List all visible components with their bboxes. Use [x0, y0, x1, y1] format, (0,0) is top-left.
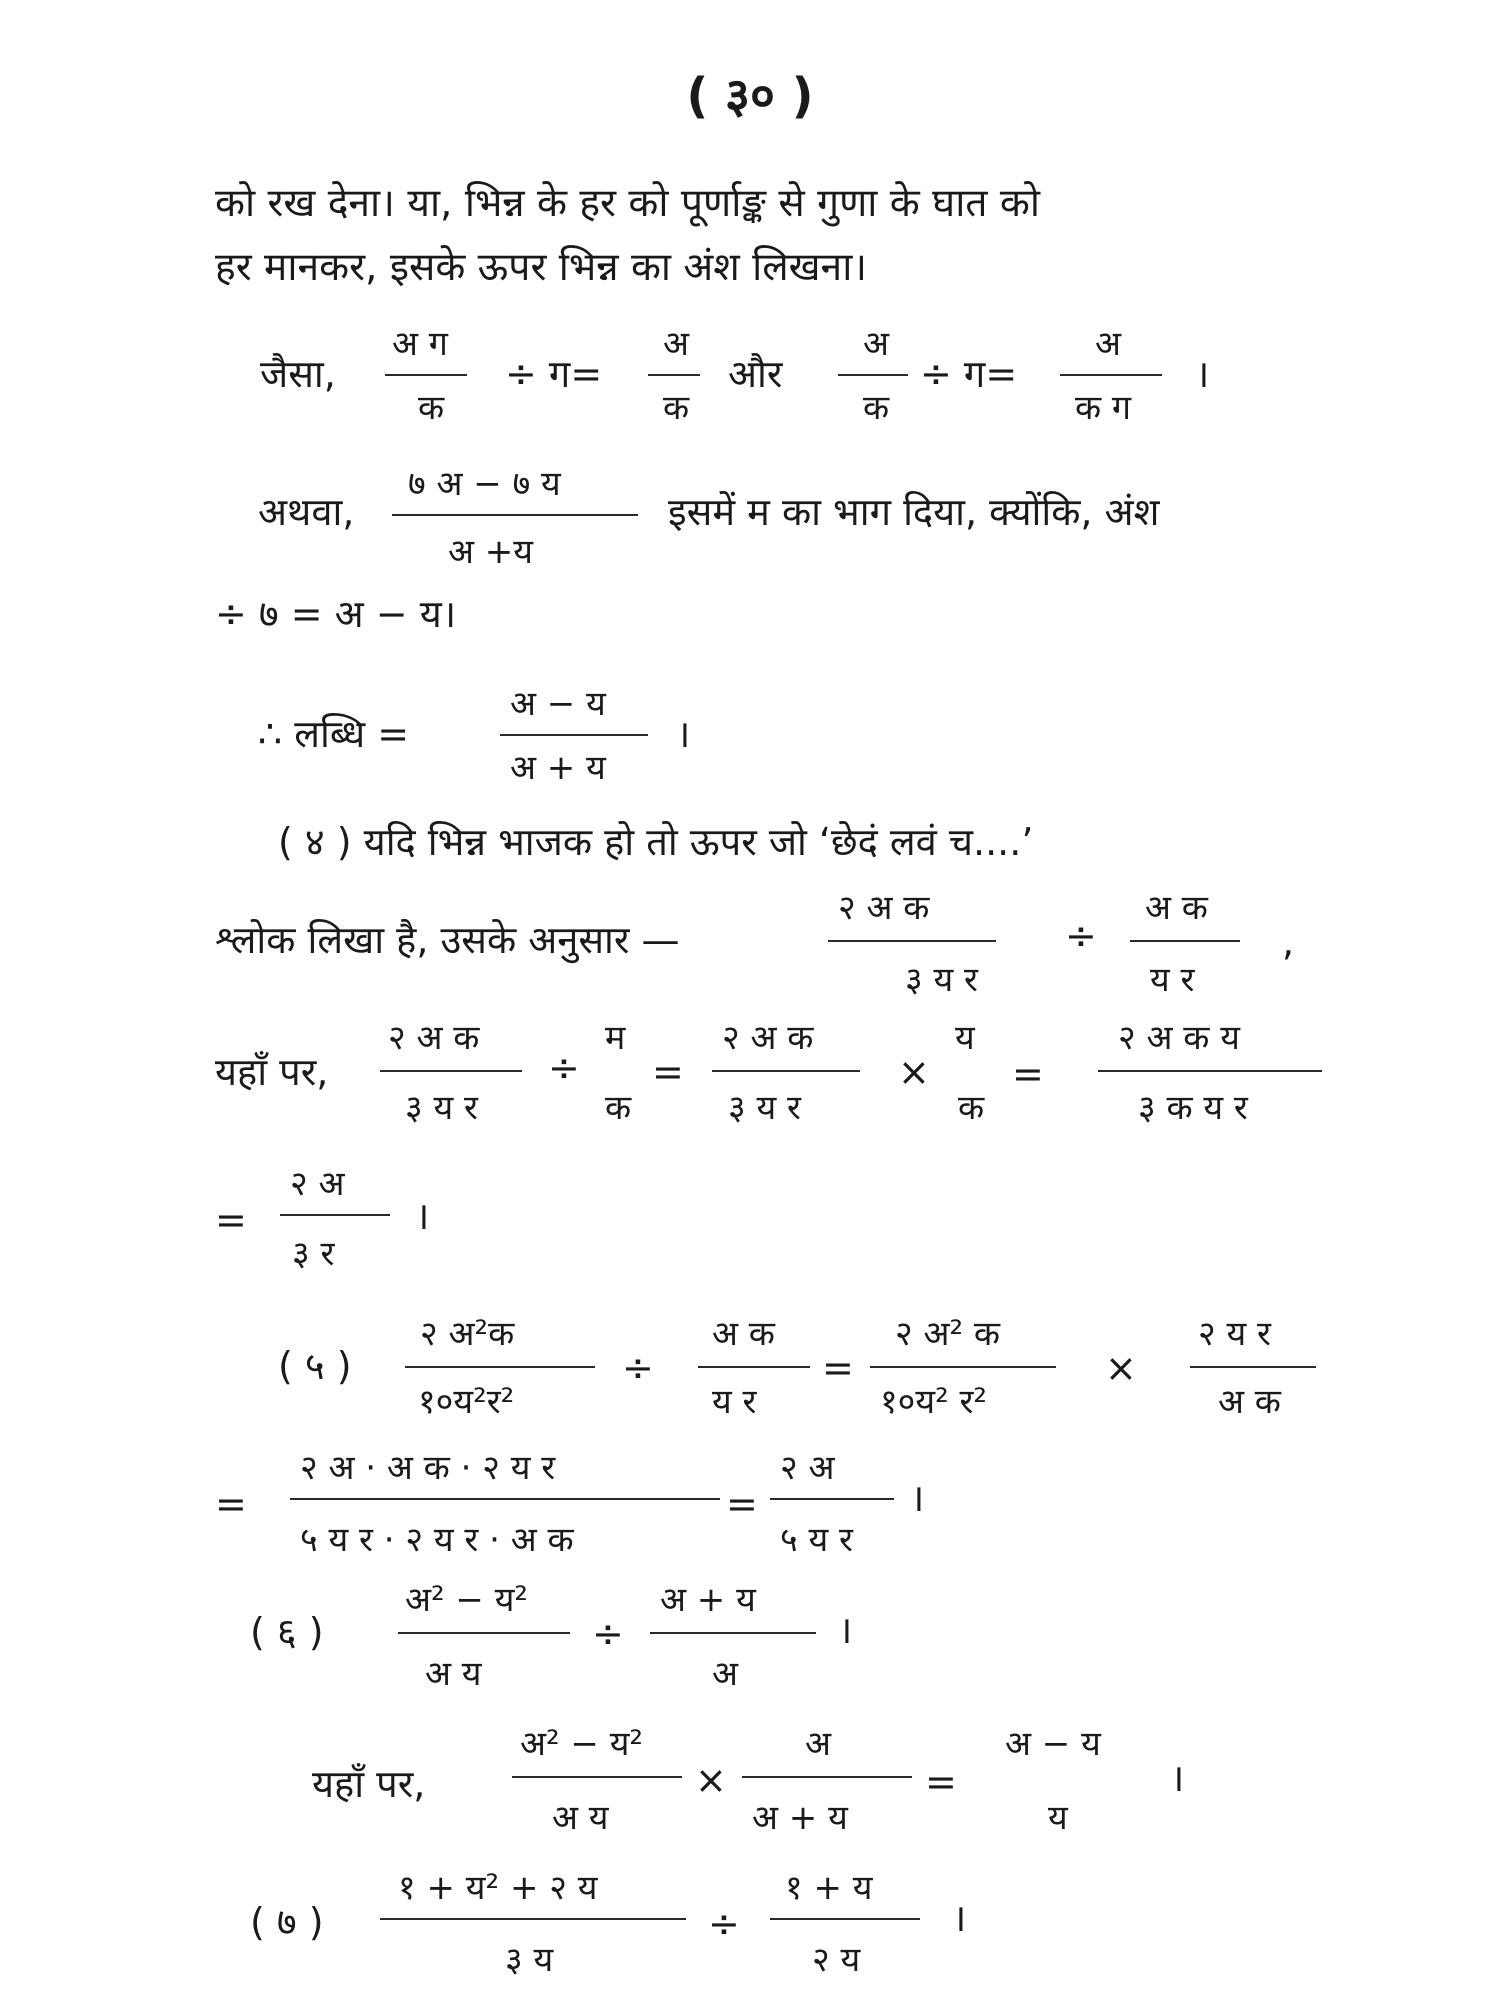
equals: = — [822, 1346, 854, 1390]
fraction-denominator: ३ र — [292, 1234, 335, 1274]
fraction-numerator: अ — [805, 1724, 831, 1764]
fraction-denominator: १०य²र² — [418, 1382, 515, 1422]
fraction-denominator: ३ य र — [728, 1088, 801, 1128]
operator: × — [695, 1758, 727, 1802]
item-label: ( ५ ) — [278, 1344, 352, 1388]
operator: ÷ ग= — [505, 352, 603, 396]
fraction-denominator: १०य² र² — [880, 1382, 988, 1422]
fraction-bar — [742, 1776, 912, 1778]
comma: , — [1282, 920, 1295, 964]
fraction-numerator: अ — [1095, 324, 1121, 364]
operator: × — [898, 1050, 930, 1094]
fraction-denominator: क — [958, 1088, 985, 1128]
fraction-numerator: २ अ क — [388, 1018, 480, 1058]
fraction-denominator: अ य — [552, 1798, 609, 1838]
danda: । — [952, 1896, 967, 1940]
fraction-numerator: २ अ — [290, 1164, 345, 1204]
example-text: इसमें म का भाग दिया, क्योंकि, अंश — [668, 490, 1160, 534]
fraction-bar — [500, 734, 648, 736]
equals: = — [1012, 1052, 1044, 1096]
fraction-bar — [280, 1214, 390, 1216]
intro-line-1: को रख देना। या, भिन्न के हर को पूर्णाङ्क से गुणा के घात को — [215, 181, 1040, 226]
fraction-denominator: अ — [712, 1654, 738, 1694]
fraction-numerator: २ अ क — [838, 888, 930, 928]
danda: । — [910, 1476, 925, 1520]
fraction-denominator: ५ य र — [780, 1520, 853, 1560]
fraction-numerator: २ अ · अ क · २ य र — [300, 1448, 556, 1488]
example-label: यहाँ पर, — [215, 1050, 329, 1094]
fraction-denominator: अ क — [1218, 1382, 1281, 1422]
fraction-numerator: अ ग — [392, 324, 448, 364]
intro-line-2: हर मानकर, इसके ऊपर भिन्न का अंश लिखना। — [215, 245, 868, 290]
example-text-line-2: ÷ ७ = अ − य। — [215, 592, 457, 636]
fraction-bar — [770, 1918, 920, 1920]
fraction-bar — [838, 374, 908, 376]
fraction-numerator: ७ अ − ७ य — [408, 464, 561, 504]
fraction-bar — [380, 1070, 522, 1072]
fraction-bar — [698, 1366, 810, 1368]
fraction-numerator: २ अ² क — [895, 1314, 1001, 1354]
example-label: यहाँ पर, — [312, 1762, 426, 1806]
fraction-denominator: ३ य — [505, 1940, 554, 1980]
equals: = — [726, 1482, 758, 1526]
fraction-bar — [512, 1776, 682, 1778]
fraction-bar — [1130, 940, 1240, 942]
fraction-numerator: अ − य — [1005, 1724, 1101, 1764]
fraction-bar — [1098, 1070, 1322, 1072]
fraction-numerator: अ + य — [660, 1580, 756, 1620]
fraction-bar — [650, 1632, 816, 1634]
fraction-denominator: ३ य र — [405, 1088, 478, 1128]
fraction-denominator: अ य — [425, 1654, 482, 1694]
danda: । — [415, 1194, 430, 1238]
fraction-denominator: अ +य — [448, 532, 533, 572]
fraction-denominator: क — [605, 1088, 632, 1128]
fraction-bar — [385, 374, 467, 376]
fraction-numerator: म — [605, 1018, 626, 1058]
fraction-denominator: ५ य र · २ य र · अ क — [300, 1520, 574, 1560]
fraction-numerator: २ अ²क — [420, 1314, 515, 1354]
fraction-numerator: अ² − य² — [405, 1580, 529, 1620]
operator: ÷ — [708, 1902, 740, 1946]
example-label: ∴ लब्धि = — [258, 712, 410, 756]
connector-word: और — [728, 352, 783, 396]
operator: ÷ — [1065, 914, 1097, 958]
fraction-bar — [290, 1498, 720, 1500]
fraction-denominator: य र — [1150, 960, 1195, 1000]
fraction-numerator: २ अ क — [722, 1018, 814, 1058]
operator: ÷ — [592, 1612, 624, 1656]
danda: । — [676, 712, 691, 756]
fraction-denominator: य — [1048, 1798, 1068, 1838]
operator: ÷ ग= — [920, 352, 1018, 396]
fraction-denominator: ३ य र — [905, 960, 978, 1000]
page-number: ( ३० ) — [686, 68, 814, 124]
item-text-line-2: श्लोक लिखा है, उसके अनुसार — — [215, 918, 680, 962]
equals: = — [652, 1050, 684, 1094]
equals: = — [215, 1198, 247, 1242]
fraction-numerator: २ अ — [780, 1448, 835, 1488]
item-text: ( ४ ) यदि भिन्न भाजक हो तो ऊपर जो ‘छेदं लवं च....’ — [278, 820, 1034, 864]
equals: = — [215, 1482, 247, 1526]
operator: ÷ — [622, 1346, 654, 1390]
example-label: जैसा, — [260, 352, 336, 396]
equals: = — [925, 1760, 957, 1804]
fraction-bar — [712, 1070, 860, 1072]
fraction-bar — [398, 1632, 570, 1634]
fraction-bar — [870, 1366, 1056, 1368]
fraction-numerator: अ क — [712, 1314, 775, 1354]
fraction-denominator: २ य — [812, 1940, 861, 1980]
fraction-denominator: क — [863, 388, 890, 428]
fraction-denominator: य र — [712, 1382, 757, 1422]
operator: × — [1105, 1346, 1137, 1390]
fraction-bar — [648, 374, 700, 376]
fraction-denominator: क — [418, 388, 445, 428]
fraction-denominator: क ग — [1075, 388, 1132, 428]
fraction-numerator: २ य र — [1198, 1314, 1271, 1354]
fraction-numerator: २ अ क य — [1118, 1018, 1240, 1058]
fraction-bar — [392, 514, 638, 516]
fraction-denominator: क — [663, 388, 690, 428]
fraction-denominator: अ + य — [752, 1798, 848, 1838]
operator: ÷ — [548, 1046, 580, 1090]
fraction-bar — [1190, 1366, 1316, 1368]
fraction-numerator: अ — [663, 324, 689, 364]
fraction-numerator: अ − य — [510, 684, 606, 724]
fraction-numerator: अ — [863, 324, 889, 364]
fraction-denominator: अ + य — [510, 748, 606, 788]
fraction-numerator: य — [955, 1018, 975, 1058]
fraction-bar — [770, 1498, 894, 1500]
danda: । — [1195, 352, 1210, 396]
fraction-bar — [828, 940, 996, 942]
example-label: अथवा, — [258, 490, 355, 534]
fraction-numerator: १ + य² + २ य — [398, 1868, 598, 1908]
fraction-numerator: अ क — [1145, 888, 1208, 928]
fraction-numerator: १ + य — [785, 1868, 873, 1908]
item-label: ( ६ ) — [250, 1610, 324, 1654]
danda: । — [1170, 1756, 1185, 1800]
fraction-numerator: अ² − य² — [520, 1724, 644, 1764]
fraction-bar — [405, 1366, 595, 1368]
fraction-denominator: ३ क य र — [1138, 1088, 1248, 1128]
danda: । — [838, 1608, 853, 1652]
fraction-bar — [380, 1918, 686, 1920]
fraction-bar — [1060, 374, 1162, 376]
item-label: ( ७ ) — [250, 1900, 324, 1944]
